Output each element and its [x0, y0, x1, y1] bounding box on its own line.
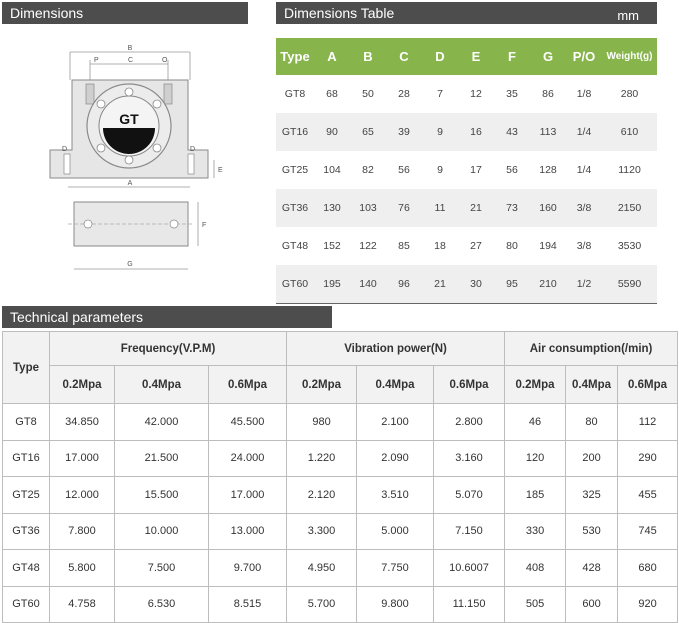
value-cell: 73: [494, 189, 530, 227]
value-cell: 10.6007: [434, 550, 505, 587]
label-p: P: [94, 57, 99, 64]
col-header: B: [350, 38, 386, 75]
value-cell: 56: [398, 164, 410, 176]
value-cell: 325: [566, 477, 618, 514]
pressure-header: 0.2Mpa: [505, 366, 566, 404]
value-cell: 15.500: [115, 477, 209, 514]
value-cell: 45.500: [209, 404, 287, 441]
vibration-power-header: Vibration power(N): [287, 332, 505, 366]
value-cell: 112: [618, 404, 678, 441]
value-cell: 122: [359, 240, 377, 252]
foot-hole-left: [64, 154, 70, 174]
pressure-header: 0.6Mpa: [618, 366, 678, 404]
value-cell: 1120: [618, 164, 641, 176]
value-cell: 4.950: [287, 550, 357, 587]
value-cell: 17.000: [209, 477, 287, 514]
technical-table-row: [3, 404, 678, 441]
technical-parameters-header: [2, 306, 332, 328]
foot-hole-right: [188, 154, 194, 174]
screw-top: [125, 88, 133, 96]
value-cell: 13.000: [209, 513, 287, 550]
value-cell: 85: [398, 240, 410, 252]
value-cell: 210: [530, 265, 566, 304]
pressure-header-row: [3, 366, 678, 404]
type-cell: GT16: [3, 440, 50, 477]
value-cell: 330: [505, 513, 566, 550]
value-cell: 505: [505, 586, 566, 623]
dimension-drawing: [40, 40, 240, 280]
screw-tr: [153, 100, 161, 108]
value-cell: 3.300: [287, 513, 357, 550]
value-cell: 7.800: [50, 513, 115, 550]
dimensions-table-row: [276, 227, 657, 265]
screw-bl: [97, 144, 105, 152]
value-cell: 10.000: [115, 513, 209, 550]
value-cell: 16: [458, 113, 494, 151]
technical-table-row: [3, 513, 678, 550]
value-cell: 1.220: [287, 440, 357, 477]
value-cell: 43: [494, 113, 530, 151]
value-cell: 160: [530, 189, 566, 227]
col-header: Weight(g): [602, 38, 657, 75]
value-cell: 27: [470, 240, 482, 252]
gt-logo: GT: [119, 111, 139, 127]
label-a: A: [127, 180, 133, 187]
port-o: [164, 84, 172, 104]
col-header: G: [530, 38, 566, 75]
value-cell: 408: [505, 550, 566, 587]
type-header: Type: [3, 332, 50, 404]
type-cell: GT16: [276, 113, 314, 151]
technical-table-row: [3, 440, 678, 477]
dimensions-table-row: [276, 113, 657, 151]
value-cell: 7.750: [357, 550, 434, 587]
value-cell: 50: [362, 88, 374, 100]
dimensions-title: Dimensions: [10, 5, 84, 21]
type-cell: GT8: [284, 88, 306, 100]
value-cell: 195: [314, 265, 350, 304]
col-header: A: [314, 38, 350, 75]
value-cell: 610: [602, 113, 657, 151]
value-cell: 128: [539, 164, 557, 176]
value-cell: 65: [350, 113, 386, 151]
dimensions-table-row: [276, 265, 657, 304]
value-cell: 7.150: [434, 513, 505, 550]
base-hole-right: [170, 220, 178, 228]
value-cell: 130: [314, 189, 350, 227]
value-cell: 600: [566, 586, 618, 623]
dimensions-table-header-row: [276, 38, 657, 75]
value-cell: 21.500: [115, 440, 209, 477]
value-cell: 12: [470, 88, 482, 100]
value-cell: 185: [505, 477, 566, 514]
type-cell: GT48: [3, 550, 50, 587]
value-cell: 5.000: [357, 513, 434, 550]
value-cell: 7.500: [115, 550, 209, 587]
type-cell: GT8: [3, 404, 50, 441]
value-cell: 17: [470, 164, 482, 176]
frequency-header: Frequency(V.P.M): [50, 332, 287, 366]
value-cell: 980: [287, 404, 357, 441]
pressure-header: 0.4Mpa: [357, 366, 434, 404]
value-cell: 5.700: [287, 586, 357, 623]
value-cell: 4.758: [50, 586, 115, 623]
dimensions-table-header: [276, 2, 657, 24]
value-cell: 21: [458, 189, 494, 227]
pressure-header: 0.2Mpa: [50, 366, 115, 404]
value-cell: 12.000: [50, 477, 115, 514]
value-cell: 82: [362, 164, 374, 176]
value-cell: 200: [566, 440, 618, 477]
pressure-header: 0.2Mpa: [287, 366, 357, 404]
label-f: F: [202, 222, 207, 229]
dimensions-table: [276, 38, 657, 304]
screw-bottom: [125, 156, 133, 164]
value-cell: 3.510: [357, 477, 434, 514]
value-cell: 3530: [617, 240, 642, 252]
value-cell: 680: [618, 550, 678, 587]
value-cell: 745: [618, 513, 678, 550]
value-cell: 2.800: [434, 404, 505, 441]
dimensions-table-title: Dimensions Table: [284, 5, 395, 21]
value-cell: 28: [398, 88, 410, 100]
value-cell: 17.000: [50, 440, 115, 477]
value-cell: 152: [323, 240, 341, 252]
value-cell: 280: [620, 88, 639, 100]
dimensions-table-row: [276, 75, 657, 113]
value-cell: 3.160: [434, 440, 505, 477]
value-cell: 21: [422, 265, 458, 304]
value-cell: 9: [422, 113, 458, 151]
label-d-left: D: [62, 146, 68, 153]
value-cell: 140: [350, 265, 386, 304]
value-cell: 6.530: [115, 586, 209, 623]
screw-tl: [97, 100, 105, 108]
type-cell: GT48: [281, 240, 309, 252]
type-cell: GT60: [3, 586, 50, 623]
value-cell: 9.700: [209, 550, 287, 587]
value-cell: 96: [386, 265, 422, 304]
value-cell: 11: [422, 189, 458, 227]
port-p: [86, 84, 94, 104]
pressure-header: 0.6Mpa: [209, 366, 287, 404]
dimensions-table-row: [276, 189, 657, 227]
value-cell: 30: [458, 265, 494, 304]
label-e: E: [218, 167, 223, 174]
pressure-header: 0.4Mpa: [115, 366, 209, 404]
value-cell: 113: [530, 113, 566, 151]
value-cell: 18: [434, 240, 446, 252]
value-cell: 2.100: [357, 404, 434, 441]
label-b: B: [127, 45, 133, 52]
screw-br: [153, 144, 161, 152]
value-cell: 455: [618, 477, 678, 514]
value-cell: 1/4: [576, 164, 592, 176]
value-cell: 104: [323, 164, 341, 176]
value-cell: 2.120: [287, 477, 357, 514]
value-cell: 80: [506, 240, 518, 252]
value-cell: 9.800: [357, 586, 434, 623]
type-cell: GT60: [276, 265, 314, 304]
col-header: E: [458, 38, 494, 75]
value-cell: 86: [542, 88, 554, 100]
value-cell: 42.000: [115, 404, 209, 441]
value-cell: 1/8: [576, 88, 592, 100]
value-cell: 3/8: [576, 240, 592, 252]
air-consumption-header: Air consumption(/min): [505, 332, 678, 366]
value-cell: 428: [566, 550, 618, 587]
col-header: F: [494, 38, 530, 75]
value-cell: 5.800: [50, 550, 115, 587]
col-header: Type: [276, 38, 314, 75]
col-header: D: [422, 38, 458, 75]
label-g: G: [127, 261, 133, 268]
value-cell: 8.515: [209, 586, 287, 623]
value-cell: 103: [350, 189, 386, 227]
value-cell: 1/4: [566, 113, 602, 151]
value-cell: 2150: [602, 189, 657, 227]
value-cell: 7: [437, 88, 443, 100]
value-cell: 120: [505, 440, 566, 477]
technical-parameters-table: [2, 331, 678, 623]
dimensions-table-row: [276, 151, 657, 189]
value-cell: 9: [437, 164, 443, 176]
value-cell: 56: [506, 164, 518, 176]
value-cell: 34.850: [50, 404, 115, 441]
base-hole-left: [84, 220, 92, 228]
value-cell: 3/8: [566, 189, 602, 227]
label-d-right: D: [190, 146, 196, 153]
group-header-row: [3, 332, 678, 366]
value-cell: 95: [494, 265, 530, 304]
type-cell: GT36: [276, 189, 314, 227]
technical-table-row: [3, 586, 678, 623]
technical-parameters-title: Technical parameters: [10, 309, 144, 325]
value-cell: 290: [618, 440, 678, 477]
col-header: P/O: [566, 38, 602, 75]
value-cell: 80: [566, 404, 618, 441]
label-o: O: [162, 57, 168, 64]
value-cell: 24.000: [209, 440, 287, 477]
value-cell: 2.090: [357, 440, 434, 477]
value-cell: 5.070: [434, 477, 505, 514]
technical-table-row: [3, 550, 678, 587]
value-cell: 530: [566, 513, 618, 550]
pressure-header: 0.6Mpa: [434, 366, 505, 404]
value-cell: 920: [618, 586, 678, 623]
label-c: C: [128, 57, 134, 64]
type-cell: GT36: [3, 513, 50, 550]
technical-table-row: [3, 477, 678, 514]
value-cell: 194: [539, 240, 557, 252]
value-cell: 5590: [602, 265, 657, 304]
value-cell: 39: [386, 113, 422, 151]
value-cell: 46: [505, 404, 566, 441]
dimensions-header: [2, 2, 248, 24]
value-cell: 11.150: [434, 586, 505, 623]
value-cell: 35: [506, 88, 518, 100]
pressure-header: 0.4Mpa: [566, 366, 618, 404]
value-cell: 68: [326, 88, 338, 100]
col-header: C: [386, 38, 422, 75]
value-cell: 76: [386, 189, 422, 227]
type-cell: GT25: [281, 164, 309, 176]
value-cell: 1/2: [566, 265, 602, 304]
value-cell: 90: [314, 113, 350, 151]
unit-label: mm: [617, 8, 639, 23]
type-cell: GT25: [3, 477, 50, 514]
